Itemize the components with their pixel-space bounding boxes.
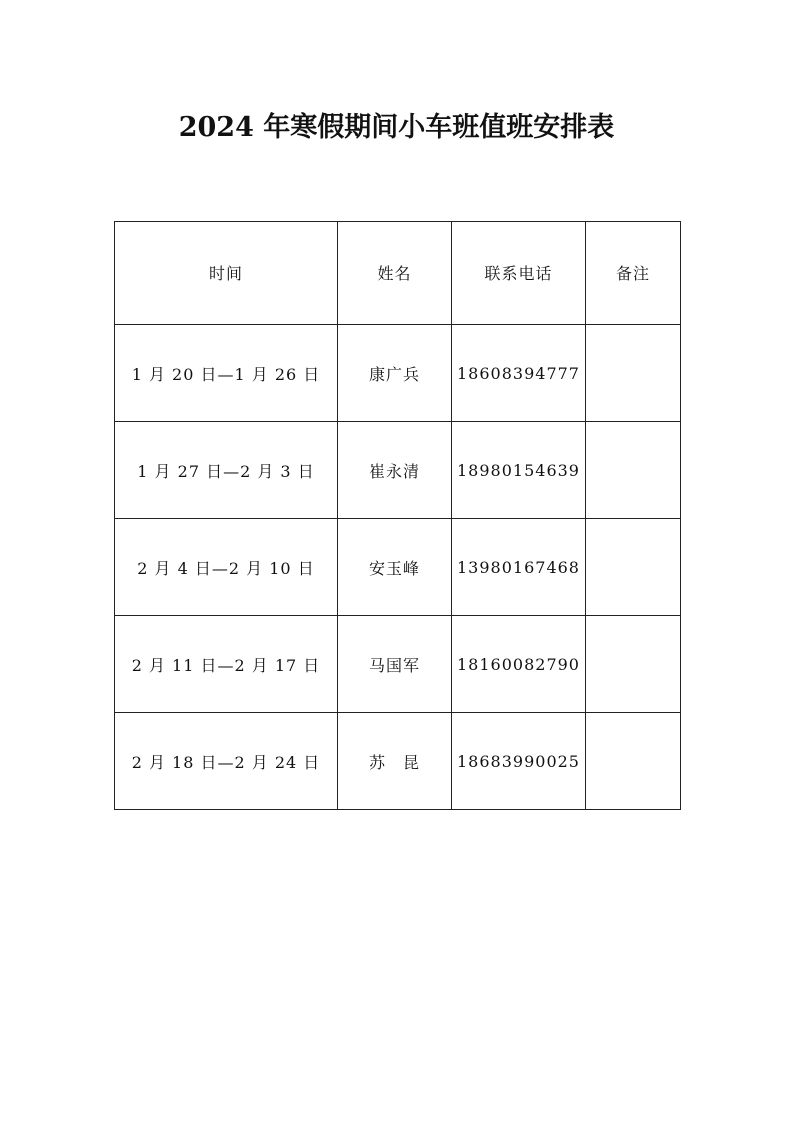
header-phone: 联系电话 (452, 222, 586, 325)
name-cell: 康广兵 (338, 325, 452, 422)
table-row (115, 325, 681, 422)
table-header-row (115, 222, 681, 325)
phone-cell: 18160082790 (452, 616, 586, 713)
note-cell (586, 325, 681, 422)
page-title: 2024 年寒假期间小车班值班安排表 (178, 112, 615, 143)
time-cell: 2 月 11 日—2 月 17 日 (115, 616, 338, 713)
phone-cell: 18683990025 (452, 713, 586, 810)
header-note: 备注 (586, 222, 681, 325)
name-cell: 苏 昆 (338, 713, 452, 810)
header-name: 姓名 (338, 222, 452, 325)
note-cell (586, 713, 681, 810)
note-cell (586, 616, 681, 713)
table-row (115, 422, 681, 519)
time-cell: 2 月 4 日—2 月 10 日 (115, 519, 338, 616)
phone-cell: 13980167468 (452, 519, 586, 616)
time-cell: 1 月 27 日—2 月 3 日 (115, 422, 338, 519)
table-row (115, 713, 681, 810)
note-cell (586, 519, 681, 616)
note-cell (586, 422, 681, 519)
name-cell: 马国军 (338, 616, 452, 713)
time-cell: 1 月 20 日—1 月 26 日 (115, 325, 338, 422)
phone-cell: 18980154639 (452, 422, 586, 519)
phone-cell: 18608394777 (452, 325, 586, 422)
name-cell: 崔永清 (338, 422, 452, 519)
header-time: 时间 (115, 222, 338, 325)
table-row (115, 519, 681, 616)
table-row (115, 616, 681, 713)
duty-schedule-table (114, 221, 681, 810)
name-cell: 安玉峰 (338, 519, 452, 616)
time-cell: 2 月 18 日—2 月 24 日 (115, 713, 338, 810)
